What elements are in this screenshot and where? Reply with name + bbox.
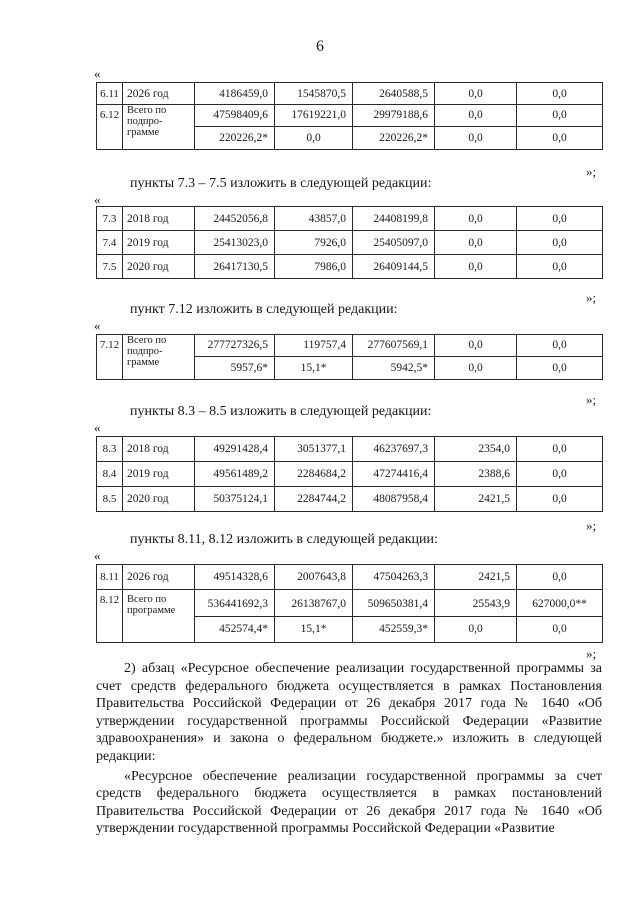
value-starred: 0,0 (275, 126, 352, 149)
body-text (96, 660, 602, 838)
table-7-3-7-5 (96, 206, 603, 279)
row-number: 7.5 (97, 255, 123, 279)
value-starred: 5942,5* (353, 356, 434, 379)
cell-local: 2421,5 (435, 487, 517, 512)
value-starred: 0,0 (435, 126, 516, 149)
table-row (97, 231, 603, 255)
cell-other: 0,0 (517, 462, 603, 487)
value-starred: 0,0 (435, 616, 516, 641)
cell-regional: 47274416,4 (353, 462, 435, 487)
row-number: 6.12 (97, 105, 123, 150)
cell-other (517, 105, 603, 150)
cell-regional: 48087958,4 (353, 487, 435, 512)
cell-regional: 26409144,5 (353, 255, 435, 279)
open-quote: « (94, 192, 101, 207)
cell-other: 0,0 (517, 83, 603, 105)
close-quote: »; (586, 290, 597, 305)
cell-federal (275, 335, 353, 380)
cell-total: 49291428,4 (195, 437, 275, 462)
row-label: 2026 год (123, 565, 195, 590)
cell-local: 0,0 (435, 83, 517, 105)
close-quote: »; (586, 646, 597, 661)
cell-total: 50375124,1 (195, 487, 275, 512)
row-label: Всего по подпро-грамме (123, 335, 195, 380)
row-label: 2020 год (123, 487, 195, 512)
value-starred: 15,1* (275, 616, 352, 641)
open-quote: « (94, 66, 101, 81)
table-row (97, 462, 603, 487)
amendment-heading: пункты 7.3 – 7.5 изложить в следующей редакции: (130, 176, 432, 191)
row-label: 2026 год (123, 83, 195, 105)
cell-total (195, 105, 275, 150)
cell-total (195, 335, 275, 380)
table-row (97, 207, 603, 231)
value: 509650381,4 (367, 597, 428, 610)
table-row (97, 590, 603, 643)
cell-regional (353, 335, 435, 380)
cell-local (435, 590, 517, 643)
cell-local: 2388,6 (435, 462, 517, 487)
row-label: 2019 год (123, 231, 195, 255)
value-starred: 452574,4* (195, 616, 274, 641)
table-row (97, 565, 603, 590)
cell-other: 0,0 (517, 487, 603, 512)
cell-other: 0,0 (517, 437, 603, 462)
row-number: 7.12 (97, 335, 123, 380)
value: 0,0 (468, 109, 483, 121)
table-8-3-8-5 (96, 436, 603, 512)
cell-local (435, 335, 517, 380)
cell-regional: 47504263,3 (353, 565, 435, 590)
row-label: 2018 год (123, 437, 195, 462)
value-starred: 0,0 (435, 356, 516, 379)
value: 25543,9 (472, 597, 510, 610)
cell-federal: 3051377,1 (275, 437, 353, 462)
row-number: 6.11 (97, 83, 123, 105)
cell-local: 2354,0 (435, 437, 517, 462)
cell-total: 4186459,0 (195, 83, 275, 105)
value-starred: 15,1* (275, 356, 352, 379)
row-number: 8.5 (97, 487, 123, 512)
cell-other: 0,0 (517, 255, 603, 279)
value: 29979188,6 (373, 109, 428, 121)
cell-federal: 7986,0 (275, 255, 353, 279)
row-number: 8.12 (97, 590, 123, 643)
row-number: 7.4 (97, 231, 123, 255)
table-row (97, 335, 603, 380)
table-row (97, 487, 603, 512)
value: 0,0 (468, 339, 483, 351)
value-starred: 0,0 (517, 616, 602, 641)
amendment-heading: пункты 8.11, 8.12 изложить в следующей редакции: (130, 532, 438, 547)
value: 277607569,1 (367, 339, 428, 351)
cell-other: 0,0 (517, 207, 603, 231)
value-starred: 220226,2* (353, 126, 434, 149)
value: 0,0 (552, 339, 567, 351)
value-starred: 220226,2* (195, 126, 274, 149)
cell-local: 0,0 (435, 231, 517, 255)
row-number: 8.4 (97, 462, 123, 487)
paragraph: «Ресурсное обеспечение реализации государственной программы за счет средств федерального бюджета осуществляется в рамках постановлений Правительства Российской Федерации от 26 декабря 2017 года № 1640 «Об утверждении государственной программы Российской Федерации «Развитие (96, 768, 602, 837)
cell-federal: 1545870,5 (275, 83, 353, 105)
cell-total: 24452056,8 (195, 207, 275, 231)
close-quote: »; (586, 518, 597, 533)
table-row (97, 437, 603, 462)
row-label: Всего по подпро-грамме (123, 105, 195, 150)
row-label: Всего по программе (123, 590, 195, 643)
table-6-11-6-12 (96, 82, 603, 150)
cell-federal: 2284684,2 (275, 462, 353, 487)
value-starred: 0,0 (517, 126, 602, 149)
table-row (97, 105, 603, 150)
cell-federal: 7926,0 (275, 231, 353, 255)
cell-regional (353, 590, 435, 643)
paragraph: 2) абзац «Ресурсное обеспечение реализации государственной программы за счет средств федерального бюджета осуществляется в рамках Постановления Правительства Российской Федерации от 26 декабря 2017 года № 1640 «Об утверждении государственной программы Российской Федерации «Развитие здравоохранения» и закона о федеральном бюджете.» изложить в следующей редакции: (96, 661, 602, 764)
cell-total: 25413023,0 (195, 231, 275, 255)
page-number: 6 (316, 38, 324, 55)
cell-regional: 25405097,0 (353, 231, 435, 255)
cell-other (517, 590, 603, 643)
cell-federal: 43857,0 (275, 207, 353, 231)
cell-total: 26417130,5 (195, 255, 275, 279)
cell-regional (353, 105, 435, 150)
cell-total: 49561489,2 (195, 462, 275, 487)
value-starred: 0,0 (517, 356, 602, 379)
row-number: 8.11 (97, 565, 123, 590)
row-number: 8.3 (97, 437, 123, 462)
value: 0,0 (552, 109, 567, 121)
value: 119757,4 (303, 339, 346, 351)
cell-federal (275, 105, 353, 150)
table-row (97, 83, 603, 105)
table-8-11-8-12 (96, 564, 603, 643)
open-quote: « (94, 318, 101, 333)
cell-federal (275, 590, 353, 643)
cell-other: 0,0 (517, 565, 603, 590)
cell-local (435, 105, 517, 150)
row-label: 2020 год (123, 255, 195, 279)
cell-federal: 2007643,8 (275, 565, 353, 590)
cell-regional: 46237697,3 (353, 437, 435, 462)
open-quote: « (94, 548, 101, 563)
cell-regional: 24408199,8 (353, 207, 435, 231)
value-starred: 5957,6* (195, 356, 274, 379)
amendment-heading: пункт 7.12 изложить в следующей редакции: (130, 302, 398, 317)
open-quote: « (94, 420, 101, 435)
value: 627000,0** (532, 597, 587, 610)
row-number: 7.3 (97, 207, 123, 231)
cell-local: 0,0 (435, 207, 517, 231)
value: 277727326,5 (207, 339, 268, 351)
cell-total: 49514328,6 (195, 565, 275, 590)
value: 17619221,0 (291, 109, 346, 121)
table-7-12 (96, 334, 603, 380)
close-quote: »; (586, 164, 597, 179)
cell-local: 2421,5 (435, 565, 517, 590)
cell-federal: 2284744,2 (275, 487, 353, 512)
value: 536441692,3 (207, 597, 268, 610)
cell-total (195, 590, 275, 643)
row-label: 2018 год (123, 207, 195, 231)
cell-other (517, 335, 603, 380)
cell-other: 0,0 (517, 231, 603, 255)
close-quote: »; (586, 392, 597, 407)
value-starred: 452559,3* (353, 616, 434, 641)
row-label: 2019 год (123, 462, 195, 487)
table-row (97, 255, 603, 279)
value: 47598409,6 (213, 109, 268, 121)
cell-local: 0,0 (435, 255, 517, 279)
amendment-heading: пункты 8.3 – 8.5 изложить в следующей редакции: (130, 404, 432, 419)
cell-regional: 2640588,5 (353, 83, 435, 105)
value: 26138767,0 (291, 597, 346, 610)
